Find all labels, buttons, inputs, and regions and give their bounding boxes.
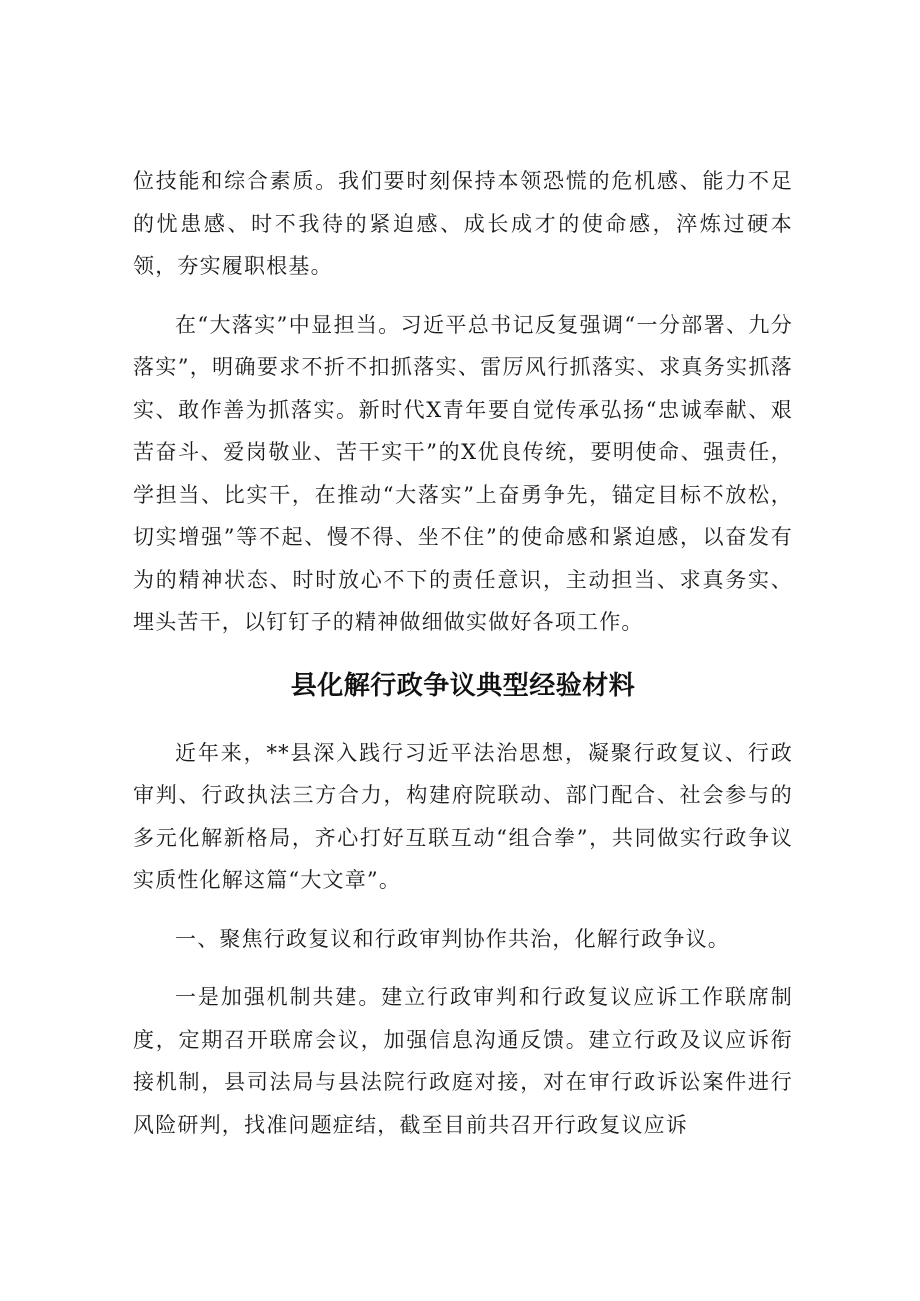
paragraph-item-one: 一是加强机制共建。建立行政审判和行政复议应诉工作联席制度，定期召开联席会议，加强信息沟通反馈。建立行政及议应诉衔接机制，县司法局与县法院行政庭对接，对在审行政诉讼案件进行风险研判，找准问题症结，截至目前共召开行政复议应诉 (133, 985, 793, 1137)
document-title: 县化解行政争议典型经验材料 (290, 670, 636, 701)
paragraph-intro: 近年来，**县深入践行习近平法治思想，凝聚行政复议、行政审判、行政执法三方合力，构建府院联动、部门配合、社会参与的多元化解新格局，齐心打好互联互动“组合拳”，共同做实行政争议实质性化解这篇“大文章”。 (133, 740, 793, 892)
document-body (133, 160, 793, 1146)
paragraph-da-luoshi: 在“大落实”中显担当。习近平总书记反复强调“一分部署、九分落实”，明确要求不折不扣抓落实、雷厉风行抓落实、求真务实抓落实、敢作善为抓落实。新时代X青年要自觉传承弘扬“忠诚奉献、艰苦奋斗、爱岗敬业、苦干实干”的X优良传统，要明使命、强责任，学担当、比实干，在推动“大落实”上奋勇争先，锚定目标不放松，切实增强”等不起、慢不得、坐不住”的使命感和紧迫感，以奋发有为的精神状态、时时放心不下的责任意识，主动担当、求真务实、埋头苦干，以钉钉子的精神做细做实做好各项工作。 (133, 312, 793, 634)
section-heading-one: 一、聚焦行政复议和行政审判协作共治，化解行政争议。 (175, 926, 730, 951)
paragraph-continuation: 位技能和综合素质。我们要时刻保持本领恐慌的危机感、能力不足的忧患感、时不我待的紧迫感、成长成才的使命感，淬炼过硬本领，夯实履职根基。 (133, 169, 793, 278)
